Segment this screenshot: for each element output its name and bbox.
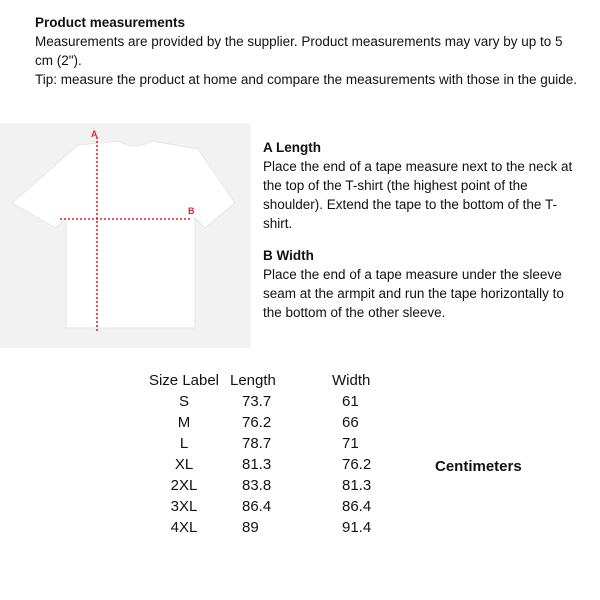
size-cell: M [177, 414, 191, 431]
length-cell: 78.7 [242, 435, 272, 452]
label-b: B [188, 206, 195, 216]
table-row [140, 454, 412, 475]
table-header-row [140, 370, 412, 391]
width-cell: 61 [342, 393, 359, 410]
table-row [140, 412, 412, 433]
table-row [140, 475, 412, 496]
tshirt-shape [12, 141, 235, 328]
length-cell: 89 [242, 519, 259, 536]
length-cell: 83.8 [242, 477, 272, 494]
width-cell: 81.3 [342, 477, 372, 494]
width-cell: 91.4 [342, 519, 372, 536]
length-cell: 81.3 [242, 456, 272, 473]
unit-label: Centimeters [435, 458, 522, 475]
length-instructions [263, 138, 583, 233]
width-text: Place the end of a tape measure under the sleeve seam at the armpit and run the tape horizontally to the bottom of the other sleeve. [263, 267, 564, 320]
tip-note: Tip: measure the product at home and compare the measurements with those in the guide. [35, 72, 578, 87]
length-cell: 73.7 [242, 393, 272, 410]
width-cell: 76.2 [342, 456, 372, 473]
header-length: Length [230, 372, 276, 389]
size-chart-table [140, 370, 412, 538]
section-heading: Product measurements [35, 15, 186, 30]
size-cell: 3XL [170, 498, 198, 515]
table-row [140, 496, 412, 517]
tshirt-illustration [0, 123, 251, 348]
intro-section [35, 13, 580, 89]
length-text: Place the end of a tape measure next to the neck at the top of the T-shirt (the highest point of the shoulder). Extend the tape to the bottom of the T-shirt. [263, 159, 573, 231]
table-row [140, 517, 412, 538]
table-row [140, 391, 412, 412]
header-size-label: Size Label [148, 372, 220, 389]
supplier-note: Measurements are provided by the supplier. Product measurements may vary by up to 5 cm (2"). [35, 34, 563, 68]
size-cell: S [178, 393, 189, 410]
length-cell: 86.4 [242, 498, 272, 515]
width-title: B Width [263, 248, 314, 263]
size-cell: L [179, 435, 189, 452]
length-title: A Length [263, 140, 321, 155]
size-cell: XL [174, 456, 194, 473]
header-width: Width [332, 372, 371, 389]
width-cell: 71 [342, 435, 359, 452]
width-instructions [263, 246, 583, 322]
length-cell: 76.2 [242, 414, 272, 431]
table-row [140, 433, 412, 454]
width-cell: 86.4 [342, 498, 372, 515]
label-a: A [91, 129, 98, 139]
width-cell: 66 [342, 414, 359, 431]
size-cell: 4XL [170, 519, 198, 536]
tshirt-measurement-diagram [0, 123, 251, 348]
size-cell: 2XL [170, 477, 198, 494]
